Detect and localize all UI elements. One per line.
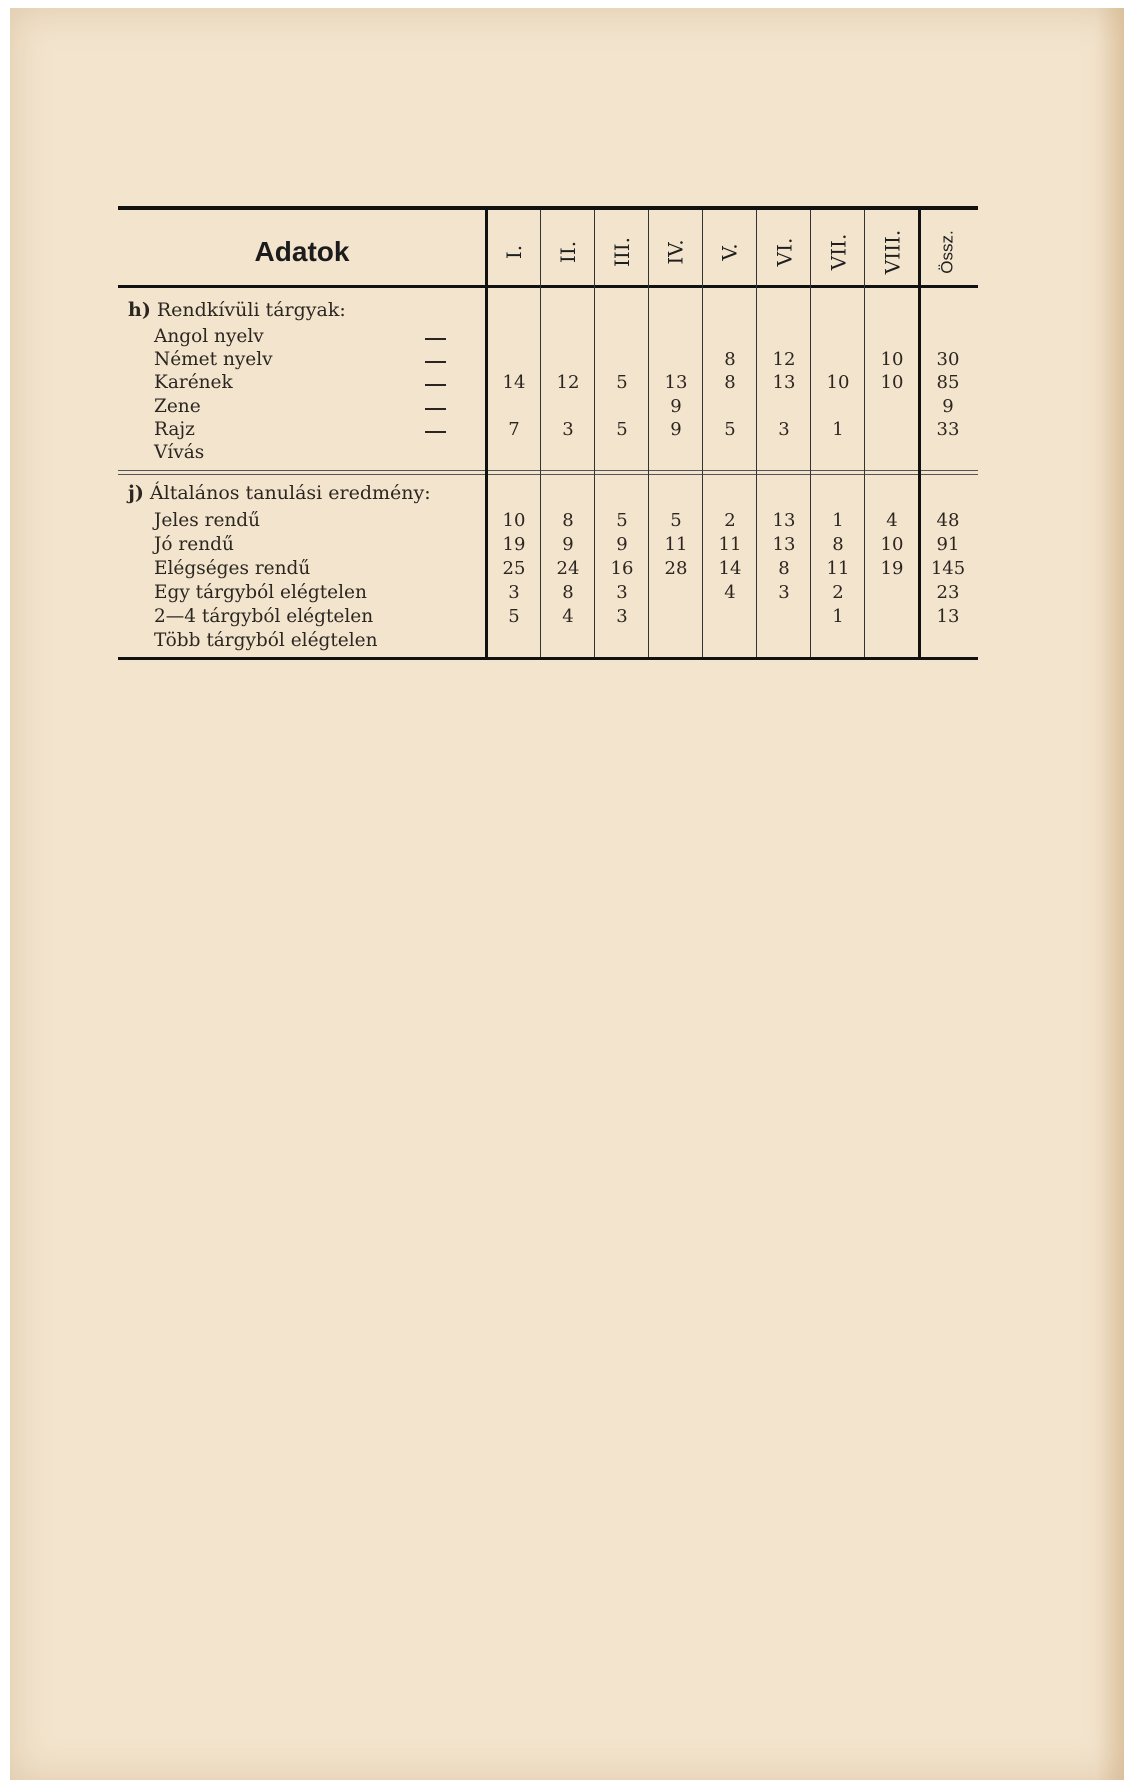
row-dash <box>425 431 446 433</box>
row-dash <box>425 338 446 340</box>
table-title: Adatok <box>254 236 350 267</box>
statistics-table <box>118 206 978 660</box>
table-cell: 9 <box>562 534 574 555</box>
table-cell: 1 <box>832 510 844 531</box>
table-cell: 8 <box>562 510 574 531</box>
row-label: Jeles rendű <box>154 510 261 531</box>
table-cell: 14 <box>718 558 742 579</box>
table-cell: 23 <box>936 582 960 603</box>
table-cell: 145 <box>930 558 966 579</box>
section-divider-2 <box>118 474 978 475</box>
table-cell: 3 <box>778 419 790 440</box>
row-label: 2—4 tárgyból elégtelen <box>154 606 374 627</box>
table-cell: 9 <box>942 396 954 417</box>
table-cell: 1 <box>832 606 844 627</box>
table-cell: 48 <box>936 510 960 531</box>
table-cell: 3 <box>778 582 790 603</box>
table-cell: 91 <box>936 534 960 555</box>
column-header-vii: VII. <box>825 233 850 270</box>
bottom-rule <box>118 657 978 660</box>
table-cell: 24 <box>556 558 580 579</box>
table-cell: 5 <box>724 419 736 440</box>
table-cell: 5 <box>616 510 628 531</box>
column-header-v: V. <box>718 242 742 261</box>
table-cell: 2 <box>832 582 844 603</box>
table-cell: 10 <box>880 534 904 555</box>
table-cell: 8 <box>724 349 736 370</box>
table-cell: 11 <box>826 558 850 579</box>
table-cell: 11 <box>664 534 688 555</box>
column-header-iii: III. <box>610 236 634 267</box>
table-cell: 12 <box>772 349 796 370</box>
top-rule <box>118 206 978 210</box>
row-label: Jó rendű <box>154 534 234 555</box>
table-cell: 13 <box>664 372 688 393</box>
row-dash <box>425 361 446 363</box>
row-label: Rajz <box>154 419 195 440</box>
column-header-viii: VIII. <box>879 229 904 274</box>
table-cell: 9 <box>670 396 682 417</box>
table-cell: 3 <box>562 419 574 440</box>
table-cell: 25 <box>502 558 526 579</box>
column-header-total: Össz. <box>937 229 957 274</box>
row-label: Elégséges rendű <box>154 558 311 579</box>
table-cell: 10 <box>826 372 850 393</box>
scanned-page <box>10 8 1124 1780</box>
table-cell: 8 <box>832 534 844 555</box>
table-cell: 19 <box>880 558 904 579</box>
table-cell: 85 <box>936 372 960 393</box>
table-cell: 4 <box>562 606 574 627</box>
table-cell: 13 <box>772 372 796 393</box>
column-header-iv: IV. <box>664 238 688 265</box>
table-cell: 5 <box>508 606 520 627</box>
row-dash <box>425 408 446 410</box>
table-cell: 10 <box>880 372 904 393</box>
table-cell: 30 <box>936 349 960 370</box>
row-label: Egy tárgyból elégtelen <box>154 582 367 603</box>
table-cell: 14 <box>502 372 526 393</box>
table-cell: 16 <box>610 558 634 579</box>
table-cell: 3 <box>508 582 520 603</box>
row-label: Több tárgyból elégtelen <box>154 630 378 651</box>
table-cell: 3 <box>616 606 628 627</box>
table-cell: 12 <box>556 372 580 393</box>
section-title-j: j) Általános tanulási eredmény: <box>128 482 431 504</box>
table-cell: 9 <box>670 419 682 440</box>
row-label: Angol nyelv <box>154 326 264 347</box>
table-cell: 13 <box>772 534 796 555</box>
table-cell: 10 <box>880 349 904 370</box>
table-cell: 5 <box>616 419 628 440</box>
table-cell: 33 <box>936 419 960 440</box>
table-cell: 5 <box>670 510 682 531</box>
table-cell: 4 <box>724 582 736 603</box>
table-cell: 3 <box>616 582 628 603</box>
column-header-ii: II. <box>555 240 580 263</box>
table-cell: 4 <box>886 510 898 531</box>
row-label: Német nyelv <box>154 349 273 370</box>
table-cell: 9 <box>616 534 628 555</box>
row-label: Vívás <box>154 442 205 463</box>
table-cell: 5 <box>616 372 628 393</box>
table-cell: 8 <box>562 582 574 603</box>
section-title-h: h) Rendkívüli tárgyak: <box>128 299 346 321</box>
table-cell: 8 <box>778 558 790 579</box>
table-cell: 7 <box>508 419 520 440</box>
table-cell: 28 <box>664 558 688 579</box>
column-header-i: I. <box>501 244 526 259</box>
table-cell: 11 <box>718 534 742 555</box>
row-label: Zene <box>154 396 201 417</box>
column-header-vi: VI. <box>771 237 796 266</box>
table-cell: 13 <box>936 606 960 627</box>
table-cell: 1 <box>832 419 844 440</box>
row-label: Karének <box>154 372 233 393</box>
table-cell: 2 <box>724 510 736 531</box>
table-cell: 13 <box>772 510 796 531</box>
section-divider <box>118 470 978 471</box>
row-dash <box>425 384 446 386</box>
table-cell: 19 <box>502 534 526 555</box>
table-cell: 10 <box>502 510 526 531</box>
table-cell: 8 <box>724 372 736 393</box>
